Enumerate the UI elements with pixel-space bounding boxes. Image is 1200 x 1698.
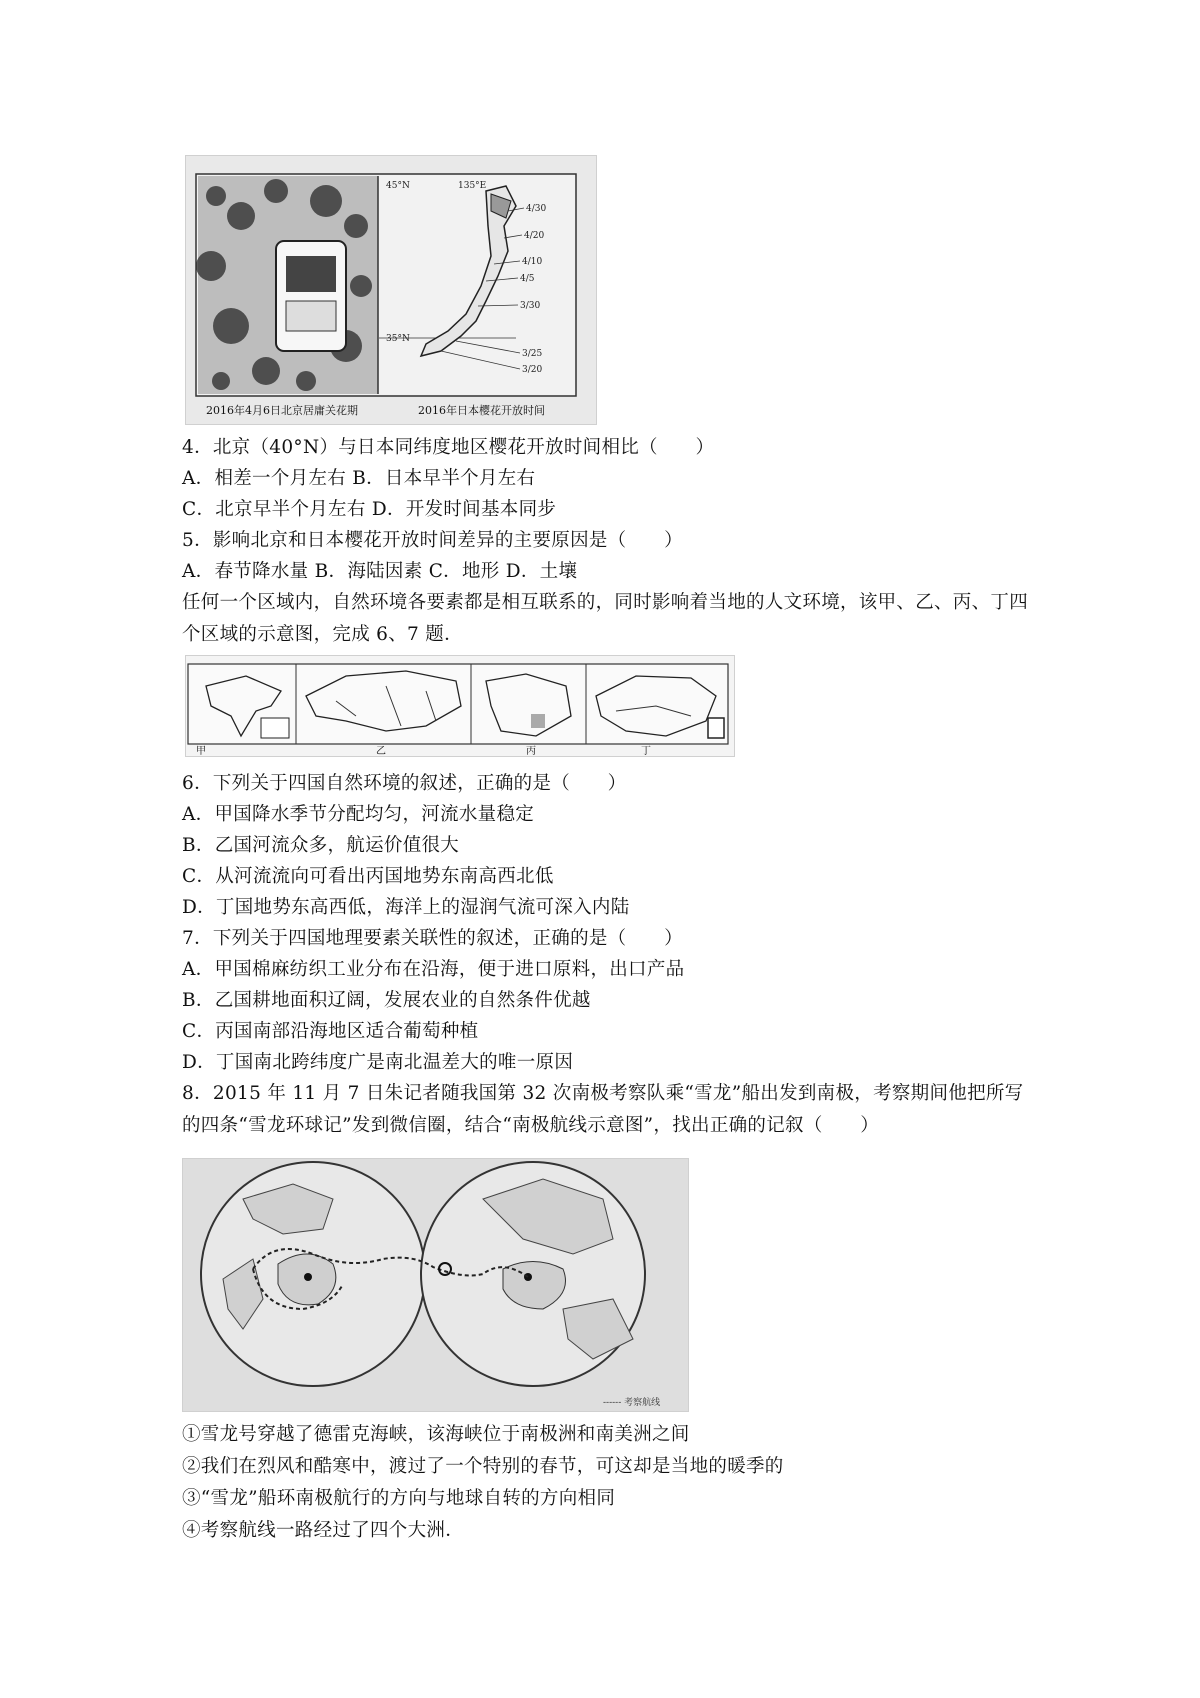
lon-label-135: 135°E xyxy=(458,181,487,191)
statement-1: ①雪龙号穿越了德雷克海峡，该海峡位于南极洲和南美洲之间 xyxy=(182,1424,690,1445)
antarctic-route-figure-svg xyxy=(183,1159,688,1411)
map-label-yi: 乙 xyxy=(376,746,386,756)
question-7-stem: 7．下列关于四国地理要素关联性的叙述，正确的是（ ） xyxy=(182,928,683,949)
question-6-option-d: D．丁国地势东高西低，海洋上的湿润气流可深入内陆 xyxy=(182,897,630,918)
date-label: 3/20 xyxy=(522,365,543,375)
question-7-option-d: D．丁国南北跨纬度广是南北温差大的唯一原因 xyxy=(182,1052,574,1073)
question-6-option-b: B．乙国河流众多，航运价值很大 xyxy=(182,835,460,856)
cherry-blossom-figure-svg xyxy=(186,156,596,424)
four-countries-figure xyxy=(185,655,735,757)
statement-2: ②我们在烈风和酷寒中，渡过了一个特别的春节，可这却是当地的暖季的 xyxy=(182,1456,784,1477)
statement-3: ③“雪龙”船环南极航行的方向与地球自转的方向相同 xyxy=(182,1488,616,1509)
route-legend: ------ 考察航线 xyxy=(603,1398,661,1408)
question-8-stem: 8．2015 年 11 月 7 日朱记者随我国第 32 次南极考察队乘“雪龙”船出发到南极，考察期间他把所写的四条“雪龙环球记”发到微信圈，结合“南极航线示意图”，找出正确的记叙（ ） xyxy=(182,1083,1024,1136)
cherry-blossom-figure xyxy=(185,155,597,425)
question-6-option-c: C．从河流流向可看出丙国地势东南高西北低 xyxy=(182,866,554,887)
intro-6-7: 任何一个区域内，自然环境各要素都是相互联系的，同时影响着当地的人文环境，该甲、乙、丙、丁四个区域的示意图，完成 6、7 题． xyxy=(182,592,1029,645)
question-5-options: A．春节降水量 B．海陆因素 C．地形 D．土壤 xyxy=(182,561,578,582)
date-label: 4/30 xyxy=(526,204,547,214)
date-label: 4/10 xyxy=(522,257,543,267)
question-6-option-a: A．甲国降水季节分配均匀，河流水量稳定 xyxy=(182,804,535,825)
date-label: 4/5 xyxy=(520,274,535,284)
question-4-options-2: C．北京早半个月左右 D．开发时间基本同步 xyxy=(182,499,557,520)
question-5-stem: 5．影响北京和日本樱花开放时间差异的主要原因是（ ） xyxy=(182,530,683,551)
lat-label-35: 35°N xyxy=(386,334,410,344)
question-6-stem: 6．下列关于四国自然环境的叙述，正确的是（ ） xyxy=(182,773,627,794)
date-label: 4/20 xyxy=(524,231,545,241)
four-countries-figure-svg xyxy=(186,656,734,756)
statement-4: ④考察航线一路经过了四个大洲． xyxy=(182,1520,465,1541)
question-7-option-b: B．乙国耕地面积辽阔，发展农业的自然条件优越 xyxy=(182,990,591,1011)
map-label-bing: 丙 xyxy=(526,746,536,756)
caption-left: 2016年4月6日北京居庸关花期 xyxy=(206,404,358,417)
question-7-option-a: A．甲国棉麻纺织工业分布在沿海，便于进口原料，出口产品 xyxy=(182,959,685,980)
question-4-options-1: A．相差一个月左右 B．日本早半个月左右 xyxy=(182,468,536,489)
question-4-stem: 4．北京（40°N）与日本同纬度地区樱花开放时间相比（ ） xyxy=(182,437,715,458)
question-7-option-c: C．丙国南部沿海地区适合葡萄种植 xyxy=(182,1021,479,1042)
date-label: 3/25 xyxy=(522,349,543,359)
lat-label-45: 45°N xyxy=(386,181,410,191)
caption-right: 2016年日本樱花开放时间 xyxy=(418,404,545,417)
antarctic-route-figure xyxy=(182,1158,689,1412)
date-label: 3/30 xyxy=(520,301,541,311)
map-label-jia: 甲 xyxy=(196,746,206,756)
map-label-ding: 丁 xyxy=(641,746,651,756)
